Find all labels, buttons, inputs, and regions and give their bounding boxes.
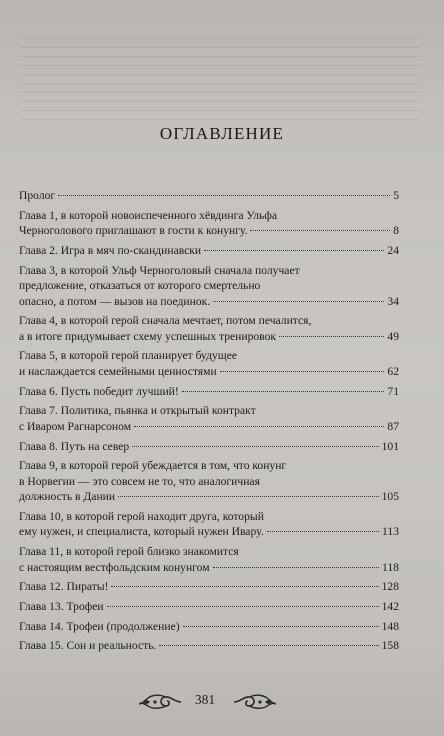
toc-entry-last-line [19, 419, 399, 435]
toc-entry-text: должность в Дании [19, 490, 116, 504]
toc-entry [19, 509, 399, 540]
toc-entry-last-line [19, 294, 399, 310]
toc-entry-last-line [19, 560, 399, 576]
dot-leader [220, 371, 385, 372]
toc-entry-text: Глава 8. Путь на север [19, 439, 130, 453]
toc-entry-last-line [19, 489, 399, 505]
toc-page-number: 71 [387, 384, 399, 398]
dot-leader [183, 626, 379, 627]
page-footer [0, 690, 444, 714]
toc-page-number: 142 [381, 599, 399, 613]
table-of-contents [19, 188, 399, 658]
toc-entry-text: с настоящим вестфольдским конунгом [19, 560, 210, 574]
toc-page-number: 118 [382, 560, 399, 574]
dot-leader [213, 301, 384, 302]
toc-entry-last-line [19, 638, 399, 654]
dot-leader [250, 230, 390, 231]
dot-leader [111, 586, 378, 587]
dot-leader [182, 391, 385, 392]
toc-page-number: 49 [387, 329, 399, 343]
toc-entry [19, 348, 399, 379]
toc-page-number: 24 [387, 243, 399, 257]
toc-entry-text: Глава 9, в которой герой убеждается в том, что конунг [19, 459, 287, 473]
toc-page-number: 5 [393, 189, 399, 202]
toc-entry [19, 243, 399, 259]
toc-page-number: 158 [381, 639, 399, 653]
toc-entry-text: Глава 3, в которой Ульф Черноголовый сначала получает [19, 263, 300, 277]
page-number: 381 [194, 692, 216, 707]
toc-entry-last-line [19, 329, 399, 345]
toc-entry [19, 208, 399, 239]
toc-entry-text: а в итоге придумывает схему успешных тренировок [19, 329, 276, 343]
dot-leader [134, 426, 384, 427]
dot-leader [267, 531, 379, 532]
dot-leader [118, 496, 379, 497]
toc-entry-text: Глава 14. Трофеи (продолжение) [19, 619, 180, 633]
right-ornament-icon [233, 692, 277, 712]
toc-entry-text: ему нужен, и специалиста, который нужен Ивару. [19, 525, 264, 539]
toc-entry [19, 403, 399, 434]
toc-page-number: 148 [381, 619, 399, 633]
toc-page-number: 105 [381, 490, 399, 504]
toc-entry-last-line [19, 599, 399, 615]
toc-entry [19, 384, 399, 400]
toc-entry-last-line [19, 384, 399, 400]
toc-entry-text: Черноголового приглашают в гости к конунгу. [19, 224, 248, 238]
left-ornament-icon [138, 692, 182, 712]
toc-entry-text: Глава 15. Сон и реальность. [19, 639, 157, 653]
toc-entry-text: Глава 6. Пусть победит лучший! [19, 384, 179, 398]
dot-leader [132, 446, 378, 447]
toc-page-number: 8 [393, 224, 399, 238]
page-title: ОГЛАВЛЕНИЕ [159, 124, 285, 143]
toc-entry [19, 544, 399, 575]
toc-entry [19, 439, 399, 455]
toc-entry [19, 619, 399, 635]
toc-entry-text: Глава 2. Игра в мяч по-скандинавски [19, 243, 202, 257]
toc-page-number: 101 [381, 439, 399, 453]
toc-page-number: 87 [387, 419, 399, 433]
dot-leader [159, 645, 378, 646]
toc-entry-last-line [19, 223, 399, 239]
toc-page-number: 128 [381, 580, 399, 594]
toc-entry-last-line [19, 243, 399, 259]
toc-entry-text: опасно, а потом — вызов на поединок. [19, 294, 211, 308]
toc-entry-text: и наслаждается семейными ценностями [19, 364, 217, 378]
toc-page-number: 113 [382, 525, 399, 539]
dot-leader [107, 606, 379, 607]
toc-entry-last-line [19, 524, 399, 540]
toc-entry-text: Глава 11, в которой герой близко знакомится [19, 545, 239, 559]
toc-entry-text: Глава 10, в которой герой находит друга, который [19, 509, 264, 523]
dot-leader [279, 336, 384, 337]
toc-entry-text: Глава 7. Политика, пьянка и открытый контракт [19, 404, 256, 418]
toc-entry-last-line [19, 364, 399, 380]
toc-entry-text: с Иваром Рагнарсоном [19, 419, 132, 433]
toc-entry-text: Глава 13. Трофеи [19, 599, 104, 613]
toc-entry-last-line [19, 439, 399, 455]
toc-entry-text: в Норвегии — это совсем не то, что аналогичная [19, 474, 260, 488]
toc-entry-text: Глава 1, в которой новоиспеченного хёвдинга Ульфа [19, 208, 278, 222]
toc-entry [19, 458, 399, 505]
toc-page-number: 62 [387, 364, 399, 378]
toc-entry-last-line [19, 619, 399, 635]
bleed-through-text [20, 38, 420, 128]
toc-entry [19, 263, 399, 310]
toc-entry [19, 638, 399, 654]
toc-entry-text: Глава 4, в которой герой сначала мечтает, потом печалится, [19, 314, 312, 328]
toc-entry [19, 188, 399, 204]
toc-entry-text: Пролог [19, 189, 56, 202]
toc-entry-last-line [19, 579, 399, 595]
dot-leader [58, 195, 390, 196]
toc-entry [19, 579, 399, 595]
dot-leader [204, 250, 384, 251]
dot-leader [213, 567, 379, 568]
toc-entry-text: предложение, отказаться от которого смертельно [19, 279, 261, 293]
toc-entry-text: Глава 5, в которой герой планирует будущее [19, 349, 238, 363]
toc-entry [19, 313, 399, 344]
toc-page-number: 34 [387, 294, 399, 308]
toc-entry-text: Глава 12. Пираты! [19, 580, 109, 594]
toc-entry-last-line [19, 188, 399, 204]
toc-entry [19, 599, 399, 615]
